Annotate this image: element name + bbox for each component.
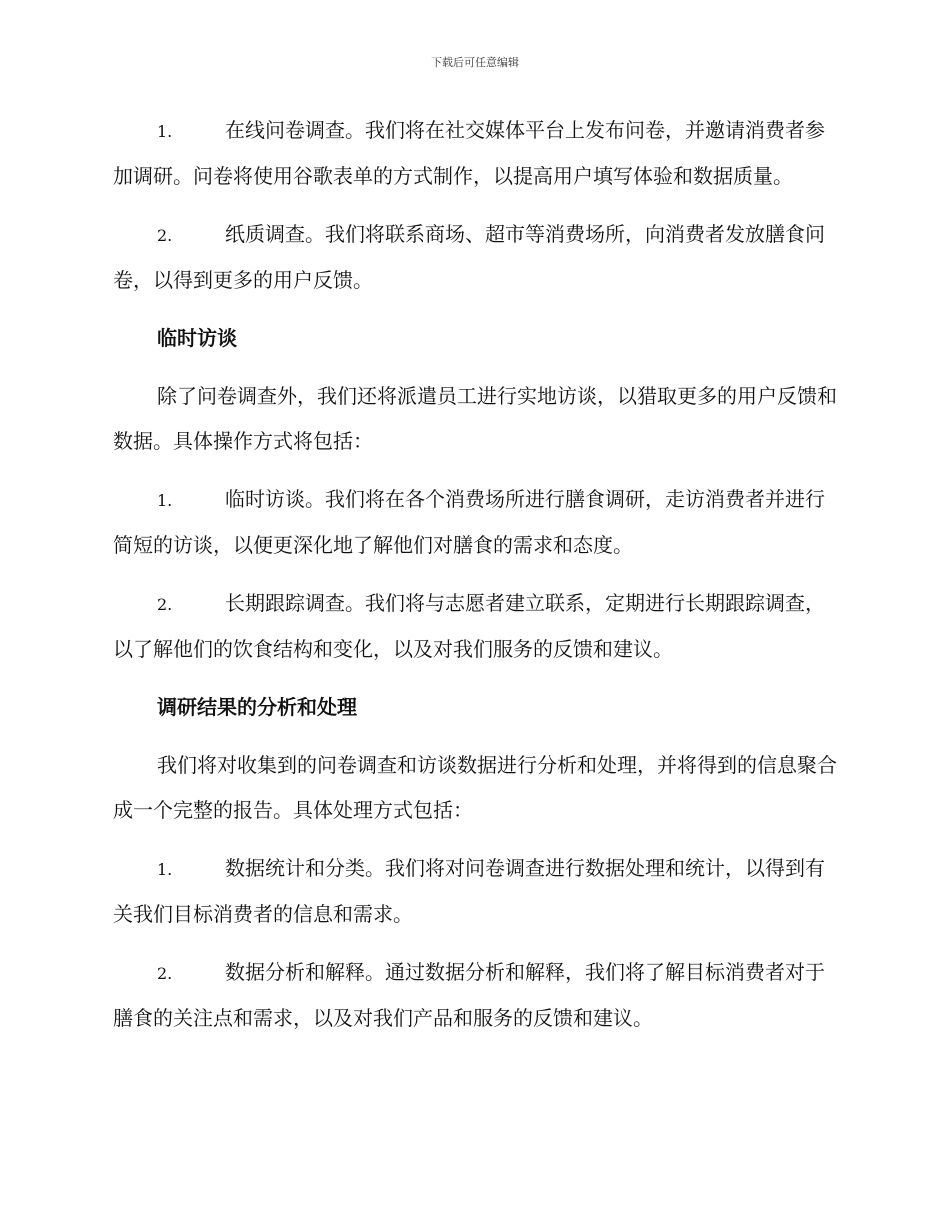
list-item <box>113 477 837 568</box>
list-number: 2. <box>157 226 173 245</box>
list-item <box>113 581 837 672</box>
paragraph: 除了问卷调查外，我们还将派遣员工进行实地访谈，以猎取更多的用户反馈和数据。具体操作方式将包括： <box>113 384 837 453</box>
list-number: 2. <box>157 595 173 614</box>
list-item-text: 临时访谈。我们将在各个消费场所进行膳食调研，走访消费者并进行简短的访谈，以便更深化地了解他们对膳食的需求和态度。 <box>113 487 825 557</box>
section-heading: 临时访谈 <box>157 326 237 350</box>
page-header: 下载后可任意编辑 <box>431 56 519 69</box>
list-item-text: 数据统计和分类。我们将对问卷调查进行数据处理和统计，以得到有关我们目标消费者的信息和需求。 <box>113 856 825 926</box>
list-number: 1. <box>157 122 173 141</box>
list-item <box>113 108 837 199</box>
section-heading: 调研结果的分析和处理 <box>157 695 357 719</box>
list-number: 2. <box>157 964 173 983</box>
list-item-text: 在线问卷调查。我们将在社交媒体平台上发布问卷，并邀请消费者参加调研。问卷将使用谷歌表单的方式制作，以提高用户填写体验和数据质量。 <box>113 118 825 188</box>
document-body <box>113 108 837 1054</box>
list-item-text: 纸质调查。我们将联系商场、超市等消费场所，向消费者发放膳食问卷，以得到更多的用户反馈。 <box>113 222 825 292</box>
list-number: 1. <box>157 860 173 879</box>
list-item-text: 长期跟踪调查。我们将与志愿者建立联系，定期进行长期跟踪调查，以了解他们的饮食结构和变化，以及对我们服务的反馈和建议。 <box>113 591 825 661</box>
list-item <box>113 212 837 303</box>
list-number: 1. <box>157 491 173 510</box>
list-item-text: 数据分析和解释。通过数据分析和解释，我们将了解目标消费者对于膳食的关注点和需求，以及对我们产品和服务的反馈和建议。 <box>113 960 825 1030</box>
list-item <box>113 950 837 1041</box>
paragraph: 我们将对收集到的问卷调查和访谈数据进行分析和处理，并将得到的信息聚合成一个完整的报告。具体处理方式包括： <box>113 753 837 822</box>
list-item <box>113 846 837 937</box>
